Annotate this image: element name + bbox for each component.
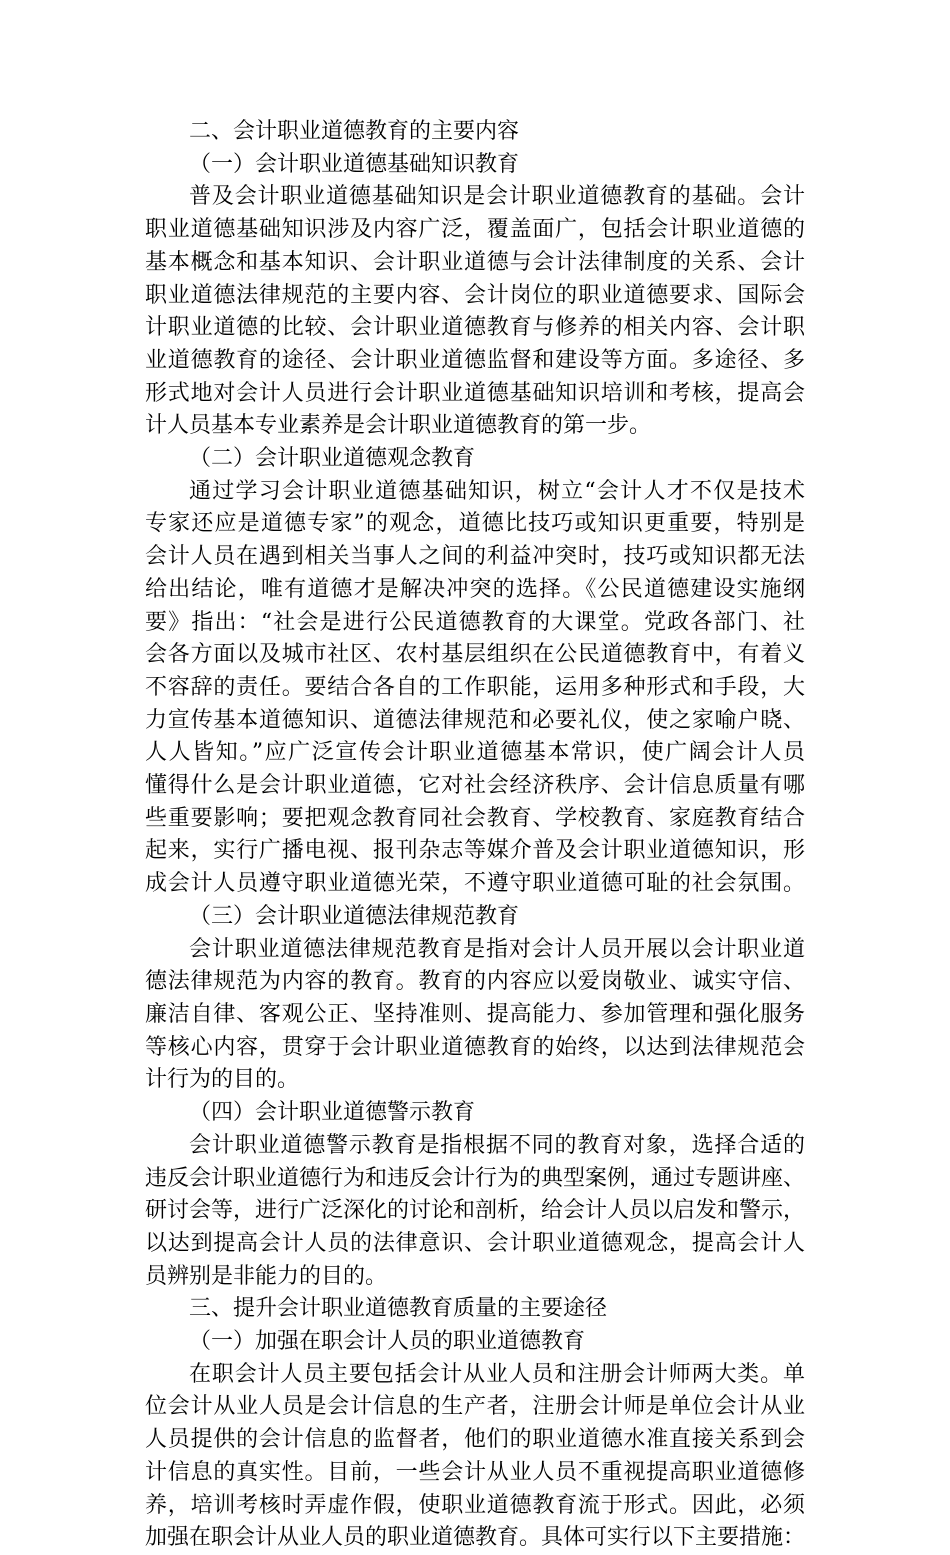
- paragraph: [145, 181, 805, 443]
- paragraph-line: 职业道德基础知识涉及内容广泛，覆盖面广，包括会计职业道德的: [145, 217, 805, 243]
- paragraph-line: 起来，实行广播电视、报刊杂志等媒介普及会计职业道德知识，形: [145, 838, 805, 864]
- paragraph: [145, 476, 805, 901]
- document-body: [145, 116, 805, 1555]
- paragraph-line: 计职业道德的比较、会计职业道德教育与修养的相关内容、会计职: [145, 315, 805, 341]
- paragraph-line: 力宣传基本道德知识、道德法律规范和必要礼仪，使之家喻户晓、: [145, 707, 805, 733]
- paragraph-line: 等核心内容，贯穿于会计职业道德教育的始终，以达到法律规范会: [145, 1034, 805, 1060]
- paragraph-line: 通过学习会计职业道德基础知识，树立“会计人才不仅是技术: [189, 478, 805, 504]
- paragraph-line: 研讨会等，进行广泛深化的讨论和剖析，给会计人员以启发和警示，: [145, 1198, 806, 1224]
- paragraph-line: 要》指出：“社会是进行公民道德教育的大课堂。党政各部门、社: [145, 609, 805, 635]
- section-heading: 二、会计职业道德教育的主要内容: [189, 119, 520, 144]
- subsection-heading: （三）会计职业道德法律规范教育: [189, 903, 520, 929]
- paragraph-line: 在职会计人员主要包括会计从业人员和注册会计师两大类。单: [189, 1361, 805, 1387]
- paragraph: [145, 1130, 805, 1294]
- paragraph-line: 些重要影响；要把观念教育同社会教育、学校教育、家庭教育结合: [145, 805, 805, 831]
- paragraph-line: 成会计人员遵守职业道德光荣，不遵守职业道德可耻的社会氛围。: [145, 871, 805, 897]
- paragraph-line: 廉洁自律、客观公正、坚持准则、提高能力、参加管理和强化服务: [145, 1001, 805, 1027]
- paragraph-line: 业道德教育的途径、会计职业道德监督和建设等方面。多途径、多: [145, 347, 805, 373]
- paragraph-line: 加强在职会计从业人员的职业道德教育。具体可实行以下主要措施：: [145, 1525, 806, 1551]
- paragraph-line: 不容辞的责任。要结合各自的工作职能，运用多种形式和手段，大: [145, 674, 805, 700]
- paragraph-line: 养，培训考核时弄虚作假，使职业道德教育流于形式。因此，必须: [145, 1492, 805, 1518]
- paragraph-line: 人员提供的会计信息的监督者，他们的职业道德水准直接关系到会: [145, 1427, 805, 1453]
- paragraph-line: 会计职业道德法律规范教育是指对会计人员开展以会计职业道: [189, 936, 805, 962]
- subsection-heading: （一）加强在职会计人员的职业道德教育: [189, 1329, 586, 1355]
- paragraph-line: 德法律规范为内容的教育。教育的内容应以爱岗敬业、诚实守信、: [145, 969, 805, 995]
- paragraph-line: 专家还应是道德专家”的观念，道德比技巧或知识更重要，特别是: [145, 511, 805, 537]
- paragraph-line: 普及会计职业道德基础知识是会计职业道德教育的基础。会计: [189, 184, 805, 210]
- paragraph-line: 计人员基本专业素养是会计职业道德教育的第一步。: [145, 413, 652, 439]
- paragraph-line: 形式地对会计人员进行会计职业道德基础知识培训和考核，提高会: [145, 380, 805, 406]
- paragraph-line: 人人皆知。”应广泛宣传会计职业道德基本常识，使广阔会计人员: [145, 740, 805, 766]
- paragraph-line: 会计职业道德警示教育是指根据不同的教育对象，选择合适的: [189, 1132, 805, 1158]
- paragraph-line: 计信息的真实性。目前，一些会计从业人员不重视提高职业道德修: [145, 1459, 805, 1485]
- paragraph-line: 基本概念和基本知识、会计职业道德与会计法律制度的关系、会计: [145, 249, 805, 275]
- paragraph-line: 计行为的目的。: [145, 1067, 300, 1093]
- paragraph-line: 位会计从业人员是会计信息的生产者，注册会计师是单位会计从业: [145, 1394, 805, 1420]
- paragraph-line: 给出结论，唯有道德才是解决冲突的选择。《公民道德建设实施纲: [145, 576, 805, 602]
- paragraph-line: 以达到提高会计人员的法律意识、会计职业道德观念，提高会计人: [145, 1230, 805, 1256]
- paragraph-line: 会各方面以及城市社区、农村基层组织在公民道德教育中，有着义: [145, 642, 805, 668]
- paragraph-line: 懂得什么是会计职业道德，它对社会经济秩序、会计信息质量有哪: [145, 773, 805, 799]
- paragraph: [145, 1359, 805, 1555]
- section-heading: 三、提升会计职业道德教育质量的主要途径: [189, 1296, 608, 1322]
- subsection-heading: （一）会计职业道德基础知识教育: [189, 151, 520, 177]
- paragraph-line: 违反会计职业道德行为和违反会计行为的典型案例，通过专题讲座、: [145, 1165, 806, 1191]
- paragraph-line: 会计人员在遇到相关当事人之间的利益冲突时，技巧或知识都无法: [145, 544, 805, 570]
- subsection-heading: （二）会计职业道德观念教育: [189, 446, 476, 472]
- paragraph: [145, 934, 805, 1098]
- paragraph-line: 员辨别是非能力的目的。: [145, 1263, 388, 1289]
- paragraph-line: 职业道德法律规范的主要内容、会计岗位的职业道德要求、国际会: [145, 282, 805, 308]
- subsection-heading: （四）会计职业道德警示教育: [189, 1100, 476, 1126]
